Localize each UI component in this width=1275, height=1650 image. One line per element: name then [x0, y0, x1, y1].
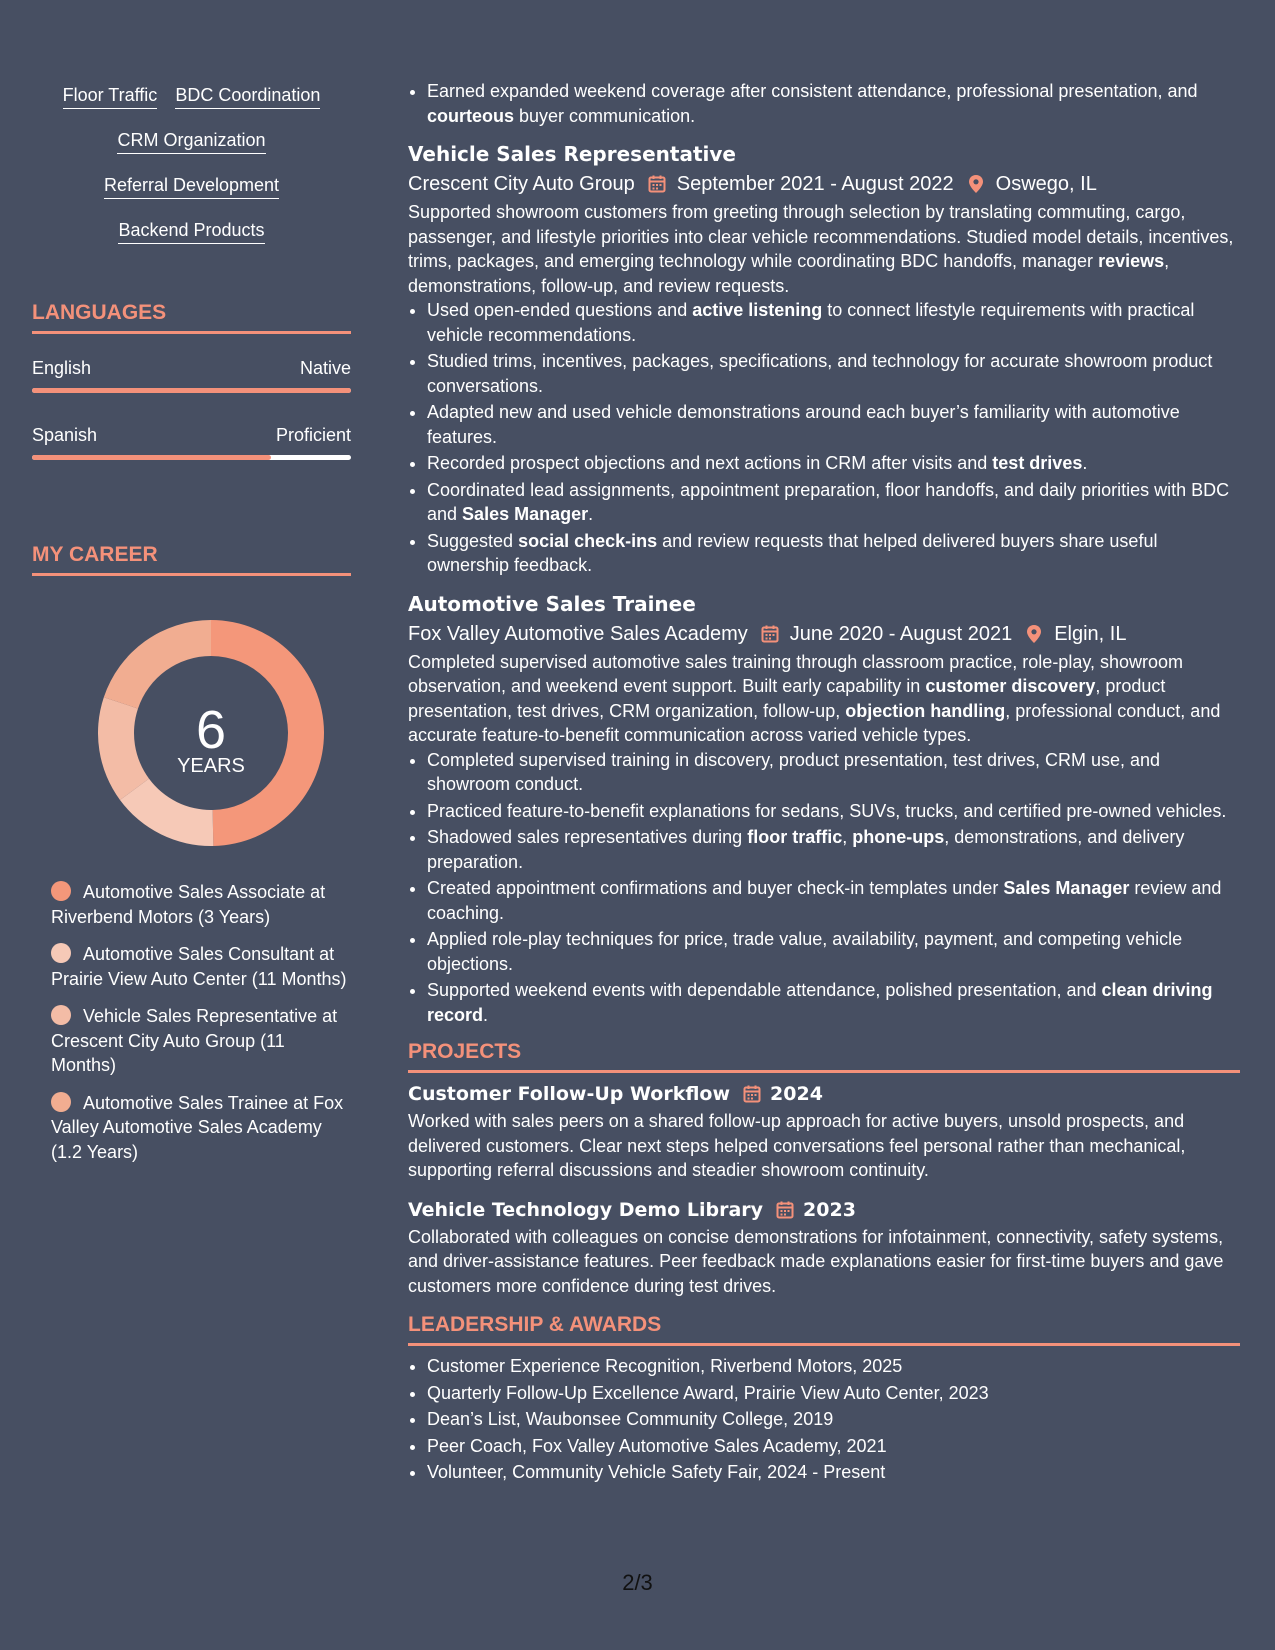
- page-number: 2/3: [622, 1570, 653, 1595]
- bullet-text: Supported weekend events with dependable attendance, polished presentation, and: [427, 980, 1102, 1000]
- right-column: [408, 0, 1240, 1487]
- project-description: Worked with sales peers on a shared follow-up approach for active buyers, unsold prospects, and delivered customers. Clear next steps helped conversations feel personal rather than mechanical, supporting referral discussions and steadier showroom continuity.: [408, 1111, 1186, 1180]
- bullet-text: ,: [842, 827, 853, 847]
- award-item: • Customer Experience Recognition, Riverbend Motors, 2025: [427, 1354, 1240, 1379]
- experience-bullet: [427, 799, 1240, 824]
- career-section: [32, 542, 351, 576]
- experience-bullet: [427, 478, 1240, 527]
- experience-bullet: [427, 349, 1240, 398]
- skills-row: [32, 219, 351, 264]
- experience-bullet: [427, 876, 1240, 925]
- project-title-row: [408, 1079, 1240, 1109]
- experience-bullet: [427, 451, 1240, 476]
- bullet-text: .: [1082, 453, 1088, 473]
- bullet-bold: active listening: [692, 300, 823, 320]
- skills-list: [32, 84, 351, 264]
- career-legend-item: [51, 1004, 351, 1078]
- bullet-text: Suggested: [427, 530, 519, 551]
- job-bullets: [408, 298, 1240, 578]
- legend-dot-icon: [51, 1005, 71, 1025]
- experience-bullet: [427, 978, 1240, 1027]
- experience-bullet: [427, 927, 1240, 976]
- carryover-bullets: [408, 79, 1240, 128]
- legend-dot-icon: [51, 943, 71, 963]
- experience-bullet: [427, 529, 1240, 578]
- bullet-text: Shadowed sales representatives during: [427, 827, 748, 847]
- calendar-icon: [775, 1200, 795, 1220]
- job-title: Vehicle Sales Representative: [408, 142, 736, 166]
- language-bar: [32, 388, 351, 393]
- summary-bold: customer discovery: [925, 676, 1096, 696]
- bullet-bold: social check-ins: [518, 530, 658, 551]
- job-summary: [408, 650, 1240, 748]
- project-title: Vehicle Technology Demo Library: [408, 1198, 764, 1221]
- bullet-bold: phone-ups: [852, 827, 945, 847]
- summary-text: , demonstrations, follow-up, and review requests.: [408, 251, 1170, 296]
- summary-bold: reviews: [1098, 251, 1165, 271]
- skill-tag: BDC Coordination: [175, 84, 320, 109]
- language-bar: [32, 455, 351, 460]
- bullet-text: Earned expanded weekend coverage after consistent attendance, professional presentation, and: [427, 81, 1198, 101]
- language-level: Proficient: [275, 425, 351, 445]
- award-item: • Volunteer, Community Vehicle Safety Fair, 2024 - Present: [427, 1460, 1240, 1485]
- project-title-row: [408, 1195, 1240, 1225]
- job-bullets: [408, 748, 1240, 1028]
- bullet-text: .: [588, 504, 594, 524]
- award-item: • Peer Coach, Fox Valley Automotive Sales Academy, 2021: [427, 1434, 1240, 1459]
- legend-dot-icon: [51, 1092, 71, 1112]
- career-legend-item: [51, 1091, 351, 1165]
- bullet-text: Coordinated lead assignments, appointment preparation, floor handoffs, and daily priorities with BDC and: [427, 479, 1230, 524]
- language-row: [32, 425, 351, 455]
- skills-row: [32, 129, 351, 174]
- career-donut-segment: [104, 620, 211, 709]
- languages-heading: LANGUAGES: [32, 300, 351, 334]
- bullet-bold: floor traffic: [747, 827, 843, 847]
- language-name: English: [32, 358, 92, 378]
- bullet-text: buyer communication.: [514, 105, 696, 126]
- career-total-unit: YEARS: [177, 755, 245, 777]
- project-description: Collaborated with colleagues on concise demonstrations for infotainment, connectivity, safety systems, and driver-assistance features. Peer feedback made explanations easier for first-time buyers and gave customers more confidence during test drives.: [408, 1226, 1224, 1296]
- bullet-text: .: [483, 1004, 489, 1025]
- bullet-bold: test drives: [992, 453, 1083, 473]
- job-summary: [408, 200, 1240, 298]
- career-legend-label: Automotive Sales Consultant at Prairie View Auto Center (11 Months): [51, 944, 347, 989]
- skill-tag: Floor Traffic: [63, 84, 158, 109]
- calendar-icon: [647, 174, 667, 194]
- job-meta: [408, 168, 1240, 200]
- bullet-text: Completed supervised training in discovery, product presentation, test drives, CRM use, and showroom conduct.: [427, 749, 1161, 794]
- skill-tag: Referral Development: [104, 174, 279, 199]
- calendar-icon: [742, 1084, 762, 1104]
- awards-heading: LEADERSHIP & AWARDS: [408, 1312, 1240, 1346]
- summary-text: , product presentation, test drives, CRM organization, follow-up,: [408, 676, 1166, 721]
- project-title: Customer Follow-Up Workflow: [408, 1083, 731, 1105]
- bullet-text: Used open-ended questions and: [427, 300, 693, 320]
- skills-row: [32, 174, 351, 219]
- bullet-text: Practiced feature-to-benefit explanations for sedans, SUVs, trucks, and certified pre-owned vehicles.: [427, 800, 1227, 821]
- bullet-bold: Sales Manager: [462, 504, 589, 524]
- career-legend: [51, 880, 351, 1177]
- location-pin-icon: [966, 174, 986, 194]
- bullet-text: Created appointment confirmations and buyer check-in templates under: [427, 878, 1004, 898]
- bullet-bold: Sales Manager: [1003, 878, 1130, 898]
- experience-bullet: [427, 79, 1240, 128]
- project-year: 2023: [803, 1198, 856, 1221]
- job-dates: September 2021 - August 2022: [676, 173, 954, 195]
- location-pin-icon: [1024, 624, 1044, 644]
- career-total-number: 6: [195, 700, 227, 760]
- job-company: Crescent City Auto Group: [408, 173, 635, 195]
- job-location: Oswego, IL: [995, 173, 1097, 195]
- legend-dot-icon: [51, 881, 71, 901]
- project-year: 2024: [770, 1083, 823, 1105]
- language-level: Native: [299, 358, 351, 378]
- bullet-text: review and coaching.: [427, 878, 1222, 923]
- bullet-bold: clean driving record: [427, 980, 1213, 1025]
- skill-tag: Backend Products: [118, 219, 264, 244]
- bullet-text: to connect lifestyle requirements with practical vehicle recommendations.: [427, 300, 1195, 345]
- job-meta: [408, 618, 1240, 650]
- career-donut-chart: [98, 620, 324, 846]
- awards-list: [408, 1354, 1240, 1485]
- bullet-text: , demonstrations, and delivery preparation.: [427, 827, 1185, 872]
- languages-section: [32, 300, 351, 460]
- summary-text: , professional conduct, and accurate feature-to-benefit communication across varied vehicle types.: [408, 700, 1221, 745]
- projects-heading: PROJECTS: [408, 1039, 1240, 1073]
- language-bar-fill: [32, 455, 271, 460]
- language-row: [32, 358, 351, 388]
- language-bar-fill: [32, 388, 351, 393]
- summary-text: Supported showroom customers from greeting through selection by translating commuting, cargo, passenger, and lifestyle priorities into clear vehicle recommendations. Studied model details, incentives, trims, packages, and emerging technology while coordinating BDC handoffs, manager: [408, 202, 1234, 271]
- career-legend-label: Vehicle Sales Representative at Crescent City Auto Group (11 Months): [51, 1006, 338, 1075]
- bullet-bold: courteous: [427, 105, 515, 126]
- experience-bullet: [427, 298, 1240, 347]
- career-legend-item: [51, 880, 351, 929]
- skills-row: [32, 84, 351, 129]
- experience-bullet: [427, 748, 1240, 797]
- skill-tag: CRM Organization: [117, 129, 265, 154]
- career-legend-label: Automotive Sales Associate at Riverbend Motors (3 Years): [51, 882, 326, 927]
- job-location: Elgin, IL: [1054, 622, 1127, 645]
- award-item: • Quarterly Follow-Up Excellence Award, Prairie View Auto Center, 2023: [427, 1381, 1240, 1406]
- bullet-text: Applied role-play techniques for price, trade value, availability, payment, and competing vehicle objections.: [427, 929, 1183, 974]
- bullet-text: Adapted new and used vehicle demonstrations around each buyer’s familiarity with automotive features.: [427, 402, 1180, 447]
- experience-bullet: [427, 825, 1240, 874]
- bullet-text: and review requests that helped delivered buyers share useful ownership feedback.: [427, 530, 1158, 575]
- job-dates: June 2020 - August 2021: [789, 622, 1013, 645]
- experience-bullet: [427, 400, 1240, 449]
- summary-text: Completed supervised automotive sales training through classroom practice, role-play, showroom observation, and weekend event support. Built early capability in: [408, 651, 1184, 696]
- language-name: Spanish: [32, 425, 98, 445]
- job-company: Fox Valley Automotive Sales Academy: [408, 622, 748, 645]
- career-legend-item: [51, 942, 351, 991]
- bullet-text: Studied trims, incentives, packages, specifications, and technology for accurate showroom product conversations.: [427, 351, 1213, 396]
- career-donut-segment: [211, 620, 324, 846]
- award-item: • Dean’s List, Waubonsee Community College, 2019: [427, 1407, 1240, 1432]
- summary-bold: objection handling: [845, 700, 1006, 721]
- calendar-icon: [760, 624, 780, 644]
- career-legend-label: Automotive Sales Trainee at Fox Valley Automotive Sales Academy (1.2 Years): [51, 1092, 344, 1162]
- career-heading: MY CAREER: [32, 542, 351, 576]
- bullet-text: Recorded prospect objections and next actions in CRM after visits and: [427, 453, 993, 473]
- job-title: Automotive Sales Trainee: [408, 591, 696, 616]
